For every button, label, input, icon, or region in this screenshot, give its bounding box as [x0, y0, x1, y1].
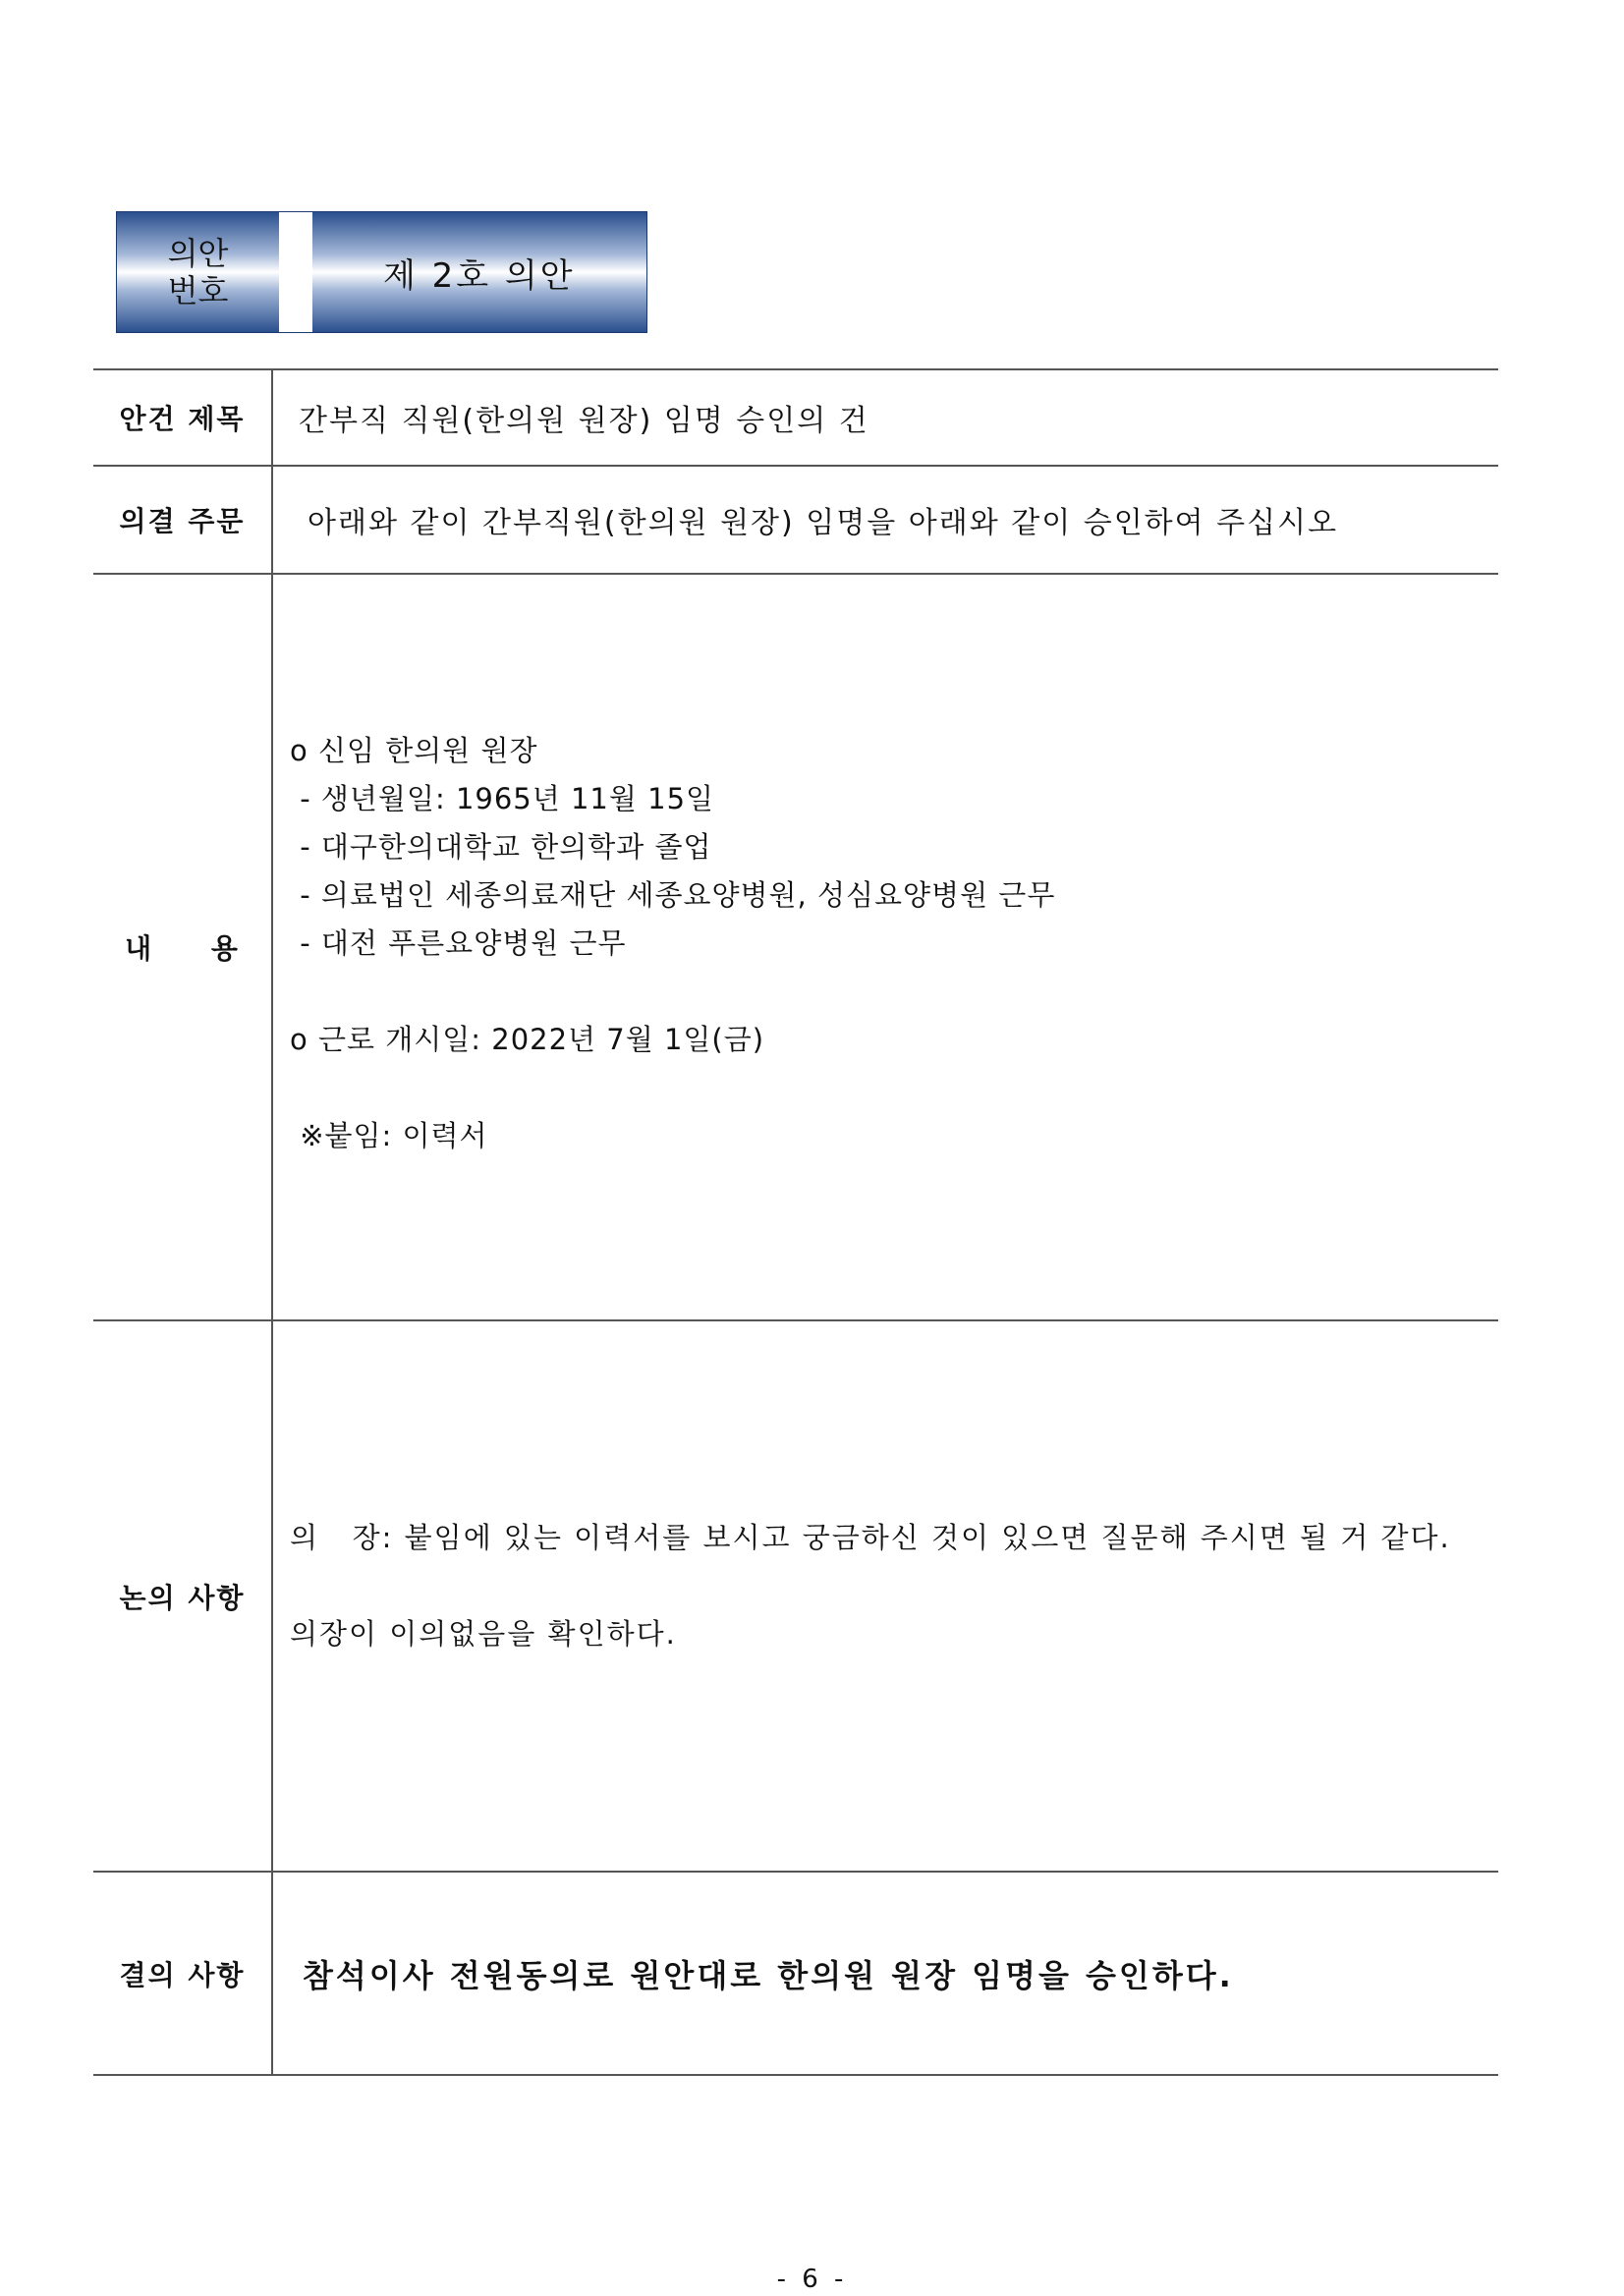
- row-title-value: 간부직 직원(한의원 원장) 임명 승인의 건: [299, 404, 869, 438]
- content-line: - 대구한의대학교 한의학과 졸업: [290, 829, 712, 864]
- row-decision-label: 결의 사항: [93, 1873, 273, 2074]
- content-line: - 대전 푸른요양병원 근무: [290, 925, 627, 960]
- content-line: - 생년월일: 1965년 11월 15일: [290, 781, 715, 815]
- row-content-label: 내 용: [93, 575, 273, 1319]
- discussion-line: 의 장: 붙임에 있는 이력서를 보시고 궁금하신 것이 있으면 질문해 주시면 될 거 같다.: [290, 1521, 1451, 1554]
- agenda-label-line1: 의안: [167, 235, 229, 272]
- discussion-line: 의장이 이의없음을 확인하다.: [290, 1617, 677, 1651]
- agenda-number-badge: [116, 211, 647, 333]
- row-content-body: [273, 575, 1498, 1319]
- agenda-label-line2: 번호: [167, 272, 229, 309]
- row-title: [93, 370, 1498, 467]
- agenda-number-label: [117, 212, 279, 332]
- row-discussion-body: [273, 1321, 1498, 1871]
- row-discussion-label: 논의 사항: [93, 1321, 273, 1871]
- content-line: ※붙임: 이력서: [290, 1118, 488, 1152]
- agenda-number-value: 제 2호 의안: [312, 212, 646, 332]
- page-number: - 6 -: [776, 2265, 848, 2294]
- row-resolution-order-label: 의결 주문: [93, 467, 273, 573]
- content-line: o 근로 개시일: 2022년 7월 1일(금): [290, 1022, 765, 1056]
- badge-divider: [279, 212, 312, 332]
- row-decision: [93, 1873, 1498, 2076]
- row-resolution-order: [93, 467, 1498, 575]
- row-title-label: 안건 제목: [93, 370, 273, 465]
- row-decision-value: 참석이사 전원동의로 원안대로 한의원 원장 임명을 승인하다.: [303, 1956, 1234, 1994]
- content-line: - 의료법인 세종의료재단 세종요양병원, 성심요양병원 근무: [290, 877, 1056, 912]
- row-discussion: [93, 1321, 1498, 1873]
- row-content: [93, 575, 1498, 1321]
- agenda-table: [93, 368, 1498, 2076]
- row-resolution-order-value: 아래와 같이 간부직원(한의원 원장) 임명을 아래와 같이 승인하여 주십시오: [308, 506, 1339, 540]
- content-line: o 신임 한의원 원장: [290, 733, 538, 767]
